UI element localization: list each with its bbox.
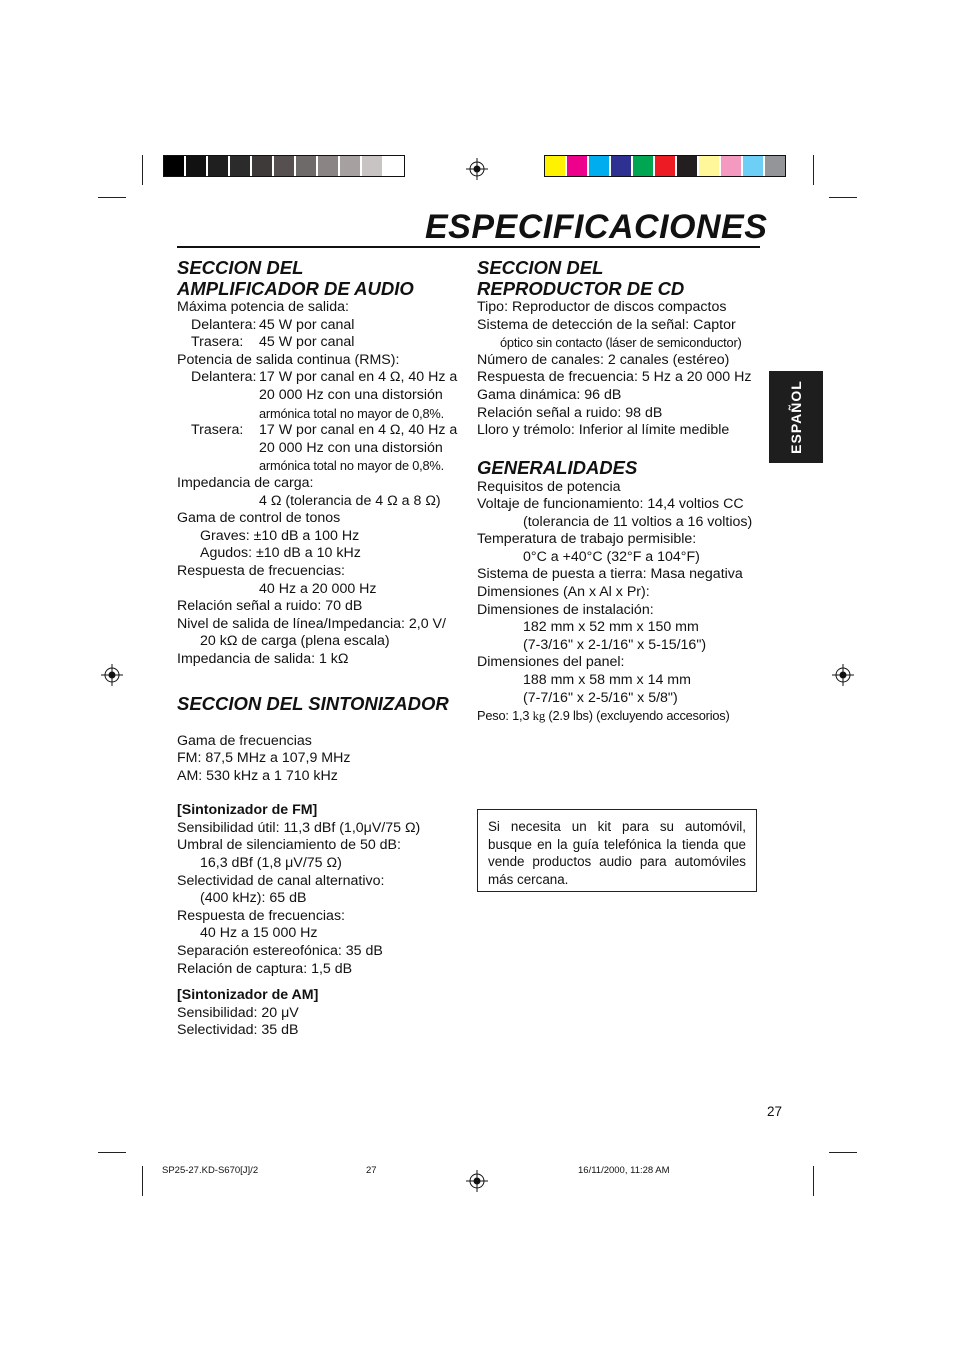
spec-line: Nivel de salida de línea/Impedancia: 2,0 V/ — [177, 615, 446, 632]
color-swatch — [655, 156, 677, 176]
color-swatch — [721, 156, 743, 176]
color-swatch — [677, 156, 699, 176]
spec-line: Sensibilidad útil: 11,3 dBf (1,0μV/75 Ω) — [177, 819, 421, 836]
spec-line: Selectividad de canal alternativo: — [177, 872, 385, 889]
spec-line: Tipo: Reproductor de discos compactos — [477, 299, 727, 315]
spec-line: (400 kHz): 65 dB — [200, 890, 307, 907]
spec-line: Máxima potencia de salida: — [177, 299, 349, 315]
color-swatch — [765, 156, 785, 176]
spec-line: FM: 87,5 MHz a 107,9 MHz — [177, 750, 351, 767]
spec-line: Umbral de silenciamiento de 50 dB: — [177, 837, 401, 854]
crop-mark — [829, 197, 857, 198]
spec-line: Graves: ±10 dB a 100 Hz — [200, 527, 360, 544]
footer-page: 27 — [366, 1165, 377, 1176]
spec-line: Delantera: 45 W por canal — [191, 316, 355, 333]
color-swatch — [340, 156, 362, 176]
crop-mark — [142, 155, 143, 185]
spec-line: 40 Hz a 15 000 Hz — [200, 925, 318, 942]
spec-line: Dimensiones (An x Al x Pr): — [477, 584, 650, 601]
language-tab: ESPAÑOL — [769, 371, 823, 463]
spec-line: (7-7/16" x 2-5/16" x 5/8") — [523, 689, 678, 706]
crop-mark — [98, 197, 126, 198]
spec-line: Potencia de salida continua (RMS): — [177, 351, 400, 368]
page-title: ESPECIFICACIONES — [425, 208, 768, 246]
page-number: 27 — [767, 1104, 783, 1119]
tuner-heading: SECCION DEL SINTONIZADOR — [177, 693, 449, 714]
spec-line: Respuesta de frecuencia: 5 Hz a 20 000 Hz — [477, 369, 752, 386]
spec-line: Sistema de puesta a tierra: Masa negativa — [477, 566, 743, 583]
spec-line: 20 kΩ de carga (plena escala) — [200, 633, 390, 650]
general-section — [477, 458, 759, 726]
spec-line: Dimensiones del panel: — [477, 654, 625, 671]
color-swatch — [589, 156, 611, 176]
spec-line: 0°C a +40°C (32°F a 104°F) — [523, 548, 700, 565]
color-swatch — [545, 156, 567, 176]
crop-mark — [813, 1166, 814, 1196]
color-swatch — [743, 156, 765, 176]
footer-file: SP25-27.KD-S670[J]/2 — [162, 1165, 259, 1176]
spec-line: 188 mm x 58 mm x 14 mm — [523, 672, 691, 689]
crop-mark — [813, 155, 814, 185]
color-swatch — [230, 156, 252, 176]
spec-line: Relación de captura: 1,5 dB — [177, 960, 353, 977]
spec-line: óptico sin contacto (láser de semiconductor) — [500, 335, 742, 351]
grayscale-color-bar — [163, 155, 405, 177]
spec-line: (7-3/16" x 2-1/16" x 5-15/16") — [523, 636, 707, 653]
color-swatch — [384, 156, 404, 176]
spec-line: Sensibilidad: 20 μV — [177, 1004, 299, 1021]
color-swatch — [186, 156, 208, 176]
process-color-bar — [544, 155, 786, 177]
color-swatch — [274, 156, 296, 176]
crop-mark — [829, 1152, 857, 1153]
spec-line: Lloro y trémolo: Inferior al límite medible — [477, 422, 730, 439]
tuner-section — [177, 694, 463, 1040]
registration-mark-icon — [466, 158, 488, 180]
spec-line: Peso: 1,3 kg (2.9 lbs) (excluyendo accesorios) — [477, 708, 730, 724]
crop-mark — [98, 1152, 126, 1153]
spec-line: Impedancia de carga: — [177, 474, 314, 491]
amplifier-heading: SECCION DEL AMPLIFICADOR DE AUDIO — [177, 257, 414, 299]
spec-line: AM: 530 kHz a 1 710 kHz — [177, 767, 338, 784]
dealer-note-box: Si necesita un kit para su automóvil, busque en la guía telefónica la tienda que vende productos audio para automóviles más cercana. — [477, 809, 757, 892]
spec-line: 16,3 dBf (1,8 μV/75 Ω) — [200, 855, 342, 872]
color-swatch — [252, 156, 274, 176]
footer-date: 16/11/2000, 11:28 AM — [578, 1165, 670, 1176]
spec-line: Relación señal a ruido: 70 dB — [177, 598, 363, 615]
crop-mark — [142, 1166, 143, 1196]
spec-line: Gama de control de tonos — [177, 510, 341, 527]
color-swatch — [699, 156, 721, 176]
cd-heading: SECCION DEL REPRODUCTOR DE CD — [477, 257, 685, 299]
spec-line: Gama dinámica: 96 dB — [477, 386, 622, 403]
color-swatch — [611, 156, 633, 176]
spec-line: Sistema de detección de la señal: Captor — [477, 316, 736, 333]
spec-line: Dimensiones de instalación: — [477, 601, 654, 618]
registration-mark-icon — [101, 664, 123, 686]
spec-line: (tolerancia de 11 voltios a 16 voltios) — [523, 513, 753, 530]
color-swatch — [318, 156, 340, 176]
cd-section — [477, 258, 759, 440]
spec-line: Selectividad: 35 dB — [177, 1022, 299, 1039]
am-tuner-heading: [Sintonizador de AM] — [177, 987, 319, 1004]
spec-line: 182 mm x 52 mm x 150 mm — [523, 619, 699, 636]
registration-mark-icon — [466, 1170, 488, 1192]
spec-line: Temperatura de trabajo permisible: — [477, 531, 697, 548]
spec-line: Requisitos de potencia — [477, 478, 621, 495]
amplifier-section: SECCION DEL AMPLIFICADOR DE AUDIO Máxima potencia de salida: Delantera: 45 W por canal Trasera: 45 W por canal Potencia de salida continua (RMS): Delantera: 17 W por canal en 4 Ω, 40 Hz a 20 000 Hz con una distorsión armónica total no mayor de 0,8%. Trasera: 17 W por canal en 4 Ω, 40 Hz a 20 000 Hz con una distorsión armónica total no mayor de 0,8%. Impedancia de carga: 4 Ω (tolerancia de 4 Ω a 8 Ω) Gama de control de tonos Graves: ±10 dB a 100 Hz Agudos: ±10 dB a 10 kHz Respuesta de frecuencias: 40 Hz a 20 000 Hz Relación señal a ruido: 70 dB Nivel de salida de línea/Impedancia: 2,0 V/ 20 kΩ de carga (plena escala) Impedancia de salida: 1 kΩ — [177, 258, 463, 668]
spec-line: Delantera: 17 W por canal en 4 Ω, 40 Hz a — [191, 369, 458, 386]
spec-line: Agudos: ±10 dB a 10 kHz — [200, 545, 361, 562]
general-heading: GENERALIDADES — [477, 457, 638, 478]
spec-line: Relación señal a ruido: 98 dB — [477, 404, 663, 421]
color-swatch — [567, 156, 589, 176]
spec-line: 4 Ω (tolerancia de 4 Ω a 8 Ω) — [259, 492, 441, 509]
spec-line: Respuesta de frecuencias: — [177, 907, 345, 924]
spec-line: Respuesta de frecuencias: — [177, 562, 345, 579]
spec-line: Impedancia de salida: 1 kΩ — [177, 650, 349, 667]
color-swatch — [164, 156, 186, 176]
color-swatch — [362, 156, 384, 176]
spec-line: Separación estereofónica: 35 dB — [177, 943, 383, 960]
color-swatch — [633, 156, 655, 176]
color-swatch — [208, 156, 230, 176]
spec-line: Trasera: 17 W por canal en 4 Ω, 40 Hz a — [191, 422, 458, 439]
color-swatch — [296, 156, 318, 176]
title-rule — [177, 246, 760, 248]
spec-line: Trasera: 45 W por canal — [191, 334, 355, 351]
registration-mark-icon — [832, 664, 854, 686]
spec-line: 40 Hz a 20 000 Hz — [259, 580, 377, 597]
spec-line: Voltaje de funcionamiento: 14,4 voltios CC — [477, 496, 744, 513]
spec-line: Número de canales: 2 canales (estéreo) — [477, 351, 730, 368]
spec-line: Gama de frecuencias — [177, 732, 312, 749]
fm-tuner-heading: [Sintonizador de FM] — [177, 802, 318, 819]
